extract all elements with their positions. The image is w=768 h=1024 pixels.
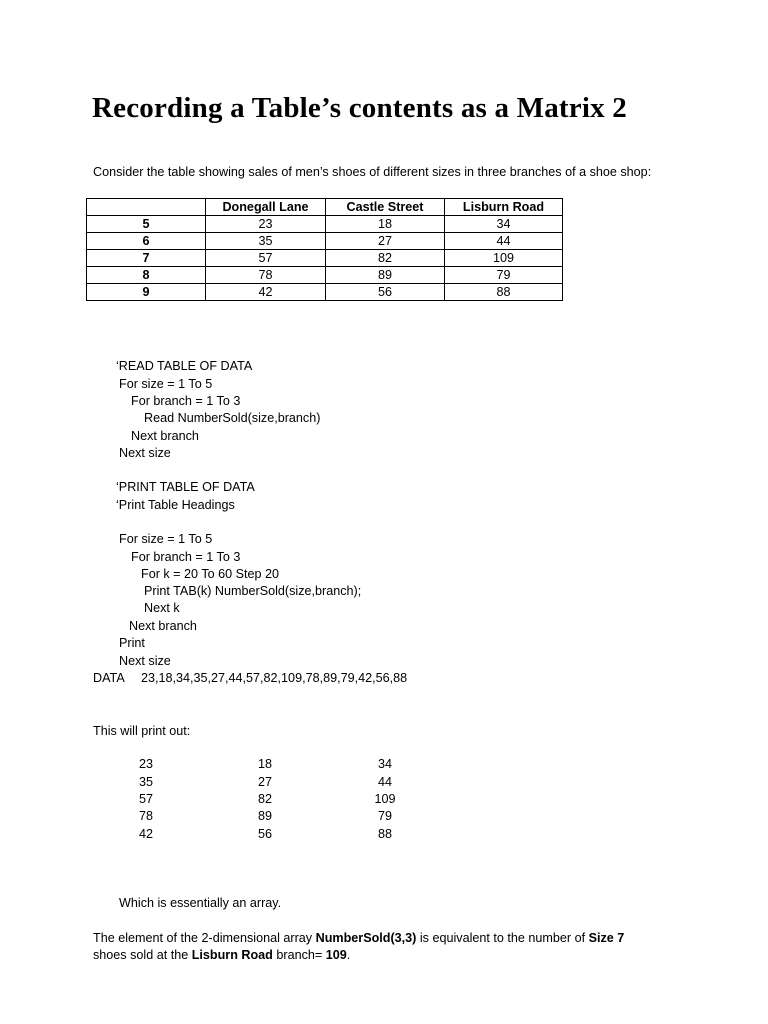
table-cell: 109 <box>445 250 563 267</box>
code-line: Read NumberSold(size,branch) <box>144 411 321 425</box>
conclusion-bold: Size 7 <box>588 931 625 945</box>
table-cell: 57 <box>206 250 326 267</box>
output-value: 89 <box>257 809 272 823</box>
output-value: 79 <box>377 809 392 823</box>
code-line: For branch = 1 To 3 <box>131 394 241 408</box>
intro-text: Consider the table showing sales of men’s shoes of different sizes in three branches of a shoe shop: <box>93 165 652 179</box>
code-line: Print TAB(k) NumberSold(size,branch); <box>144 584 362 598</box>
code-line: ‘Print Table Headings <box>116 498 235 512</box>
output-value: 44 <box>377 775 392 789</box>
table-cell: 18 <box>326 216 445 233</box>
output-value: 23 <box>138 757 153 771</box>
code-line: Next k <box>144 601 180 615</box>
output-value: 78 <box>138 809 153 823</box>
table-cell: 35 <box>206 233 326 250</box>
conclusion-text: shoes sold at the <box>93 948 192 962</box>
data-values: 23,18,34,35,27,44,57,82,109,78,89,79,42,56,88 <box>141 671 408 685</box>
output-value: 57 <box>138 792 153 806</box>
table-header-cell <box>87 199 206 216</box>
output-value: 35 <box>138 775 153 789</box>
table-header-row <box>87 199 563 216</box>
output-intro: This will print out: <box>93 724 191 738</box>
table-cell: 9 <box>87 284 206 301</box>
table-cell: 78 <box>206 267 326 284</box>
conclusion-text: . <box>346 948 351 962</box>
output-value: 56 <box>257 827 272 841</box>
code-line: Next branch <box>129 619 197 633</box>
code-line: Next size <box>119 654 171 668</box>
table-header-cell: Lisburn Road <box>445 199 563 216</box>
code-line: For size = 1 To 5 <box>119 532 213 546</box>
sales-table <box>86 198 563 301</box>
table-cell: 34 <box>445 216 563 233</box>
table-row <box>87 284 563 301</box>
conclusion-text: branch= <box>272 948 326 962</box>
output-value: 27 <box>257 775 272 789</box>
table-cell: 7 <box>87 250 206 267</box>
table-cell: 23 <box>206 216 326 233</box>
conclusion-bold: Lisburn Road <box>191 948 273 962</box>
table-cell: 42 <box>206 284 326 301</box>
page-title: Recording a Table’s contents as a Matrix 2 <box>92 92 627 124</box>
conclusion-text: The element of the 2-dimensional array <box>93 931 316 945</box>
conclusion-bold: 109 <box>325 948 347 962</box>
output-value: 82 <box>257 792 272 806</box>
code-line: ‘PRINT TABLE OF DATA <box>116 480 255 494</box>
table-header-cell: Donegall Lane <box>206 199 326 216</box>
table-cell: 79 <box>445 267 563 284</box>
table-row <box>87 233 563 250</box>
conclusion-line-2 <box>93 947 350 964</box>
code-line: ‘READ TABLE OF DATA <box>116 359 253 373</box>
code-line: Next size <box>119 446 171 460</box>
table-row <box>87 267 563 284</box>
code-line: For branch = 1 To 3 <box>131 550 241 564</box>
table-cell: 8 <box>87 267 206 284</box>
table-row <box>87 250 563 267</box>
table-cell: 82 <box>326 250 445 267</box>
output-value: 18 <box>257 757 272 771</box>
table-cell: 6 <box>87 233 206 250</box>
table-cell: 5 <box>87 216 206 233</box>
output-value: 34 <box>377 757 392 771</box>
output-value: 88 <box>377 827 392 841</box>
table-cell: 88 <box>445 284 563 301</box>
table-cell: 27 <box>326 233 445 250</box>
array-note: Which is essentially an array. <box>119 896 282 910</box>
code-line: Print <box>119 636 145 650</box>
code-line: For size = 1 To 5 <box>119 377 213 391</box>
table-cell: 44 <box>445 233 563 250</box>
table-cell: 89 <box>326 267 445 284</box>
table-cell: 56 <box>326 284 445 301</box>
table-row <box>87 216 563 233</box>
conclusion-text: is equivalent to the number of <box>416 931 589 945</box>
conclusion-bold: NumberSold(3,3) <box>315 931 417 945</box>
output-value: 42 <box>138 827 153 841</box>
output-value: 109 <box>374 792 396 806</box>
code-line: Next branch <box>131 429 199 443</box>
table-header-cell: Castle Street <box>326 199 445 216</box>
code-line: For k = 20 To 60 Step 20 <box>141 567 280 581</box>
data-keyword: DATA <box>93 671 125 685</box>
conclusion-line-1 <box>93 930 624 947</box>
